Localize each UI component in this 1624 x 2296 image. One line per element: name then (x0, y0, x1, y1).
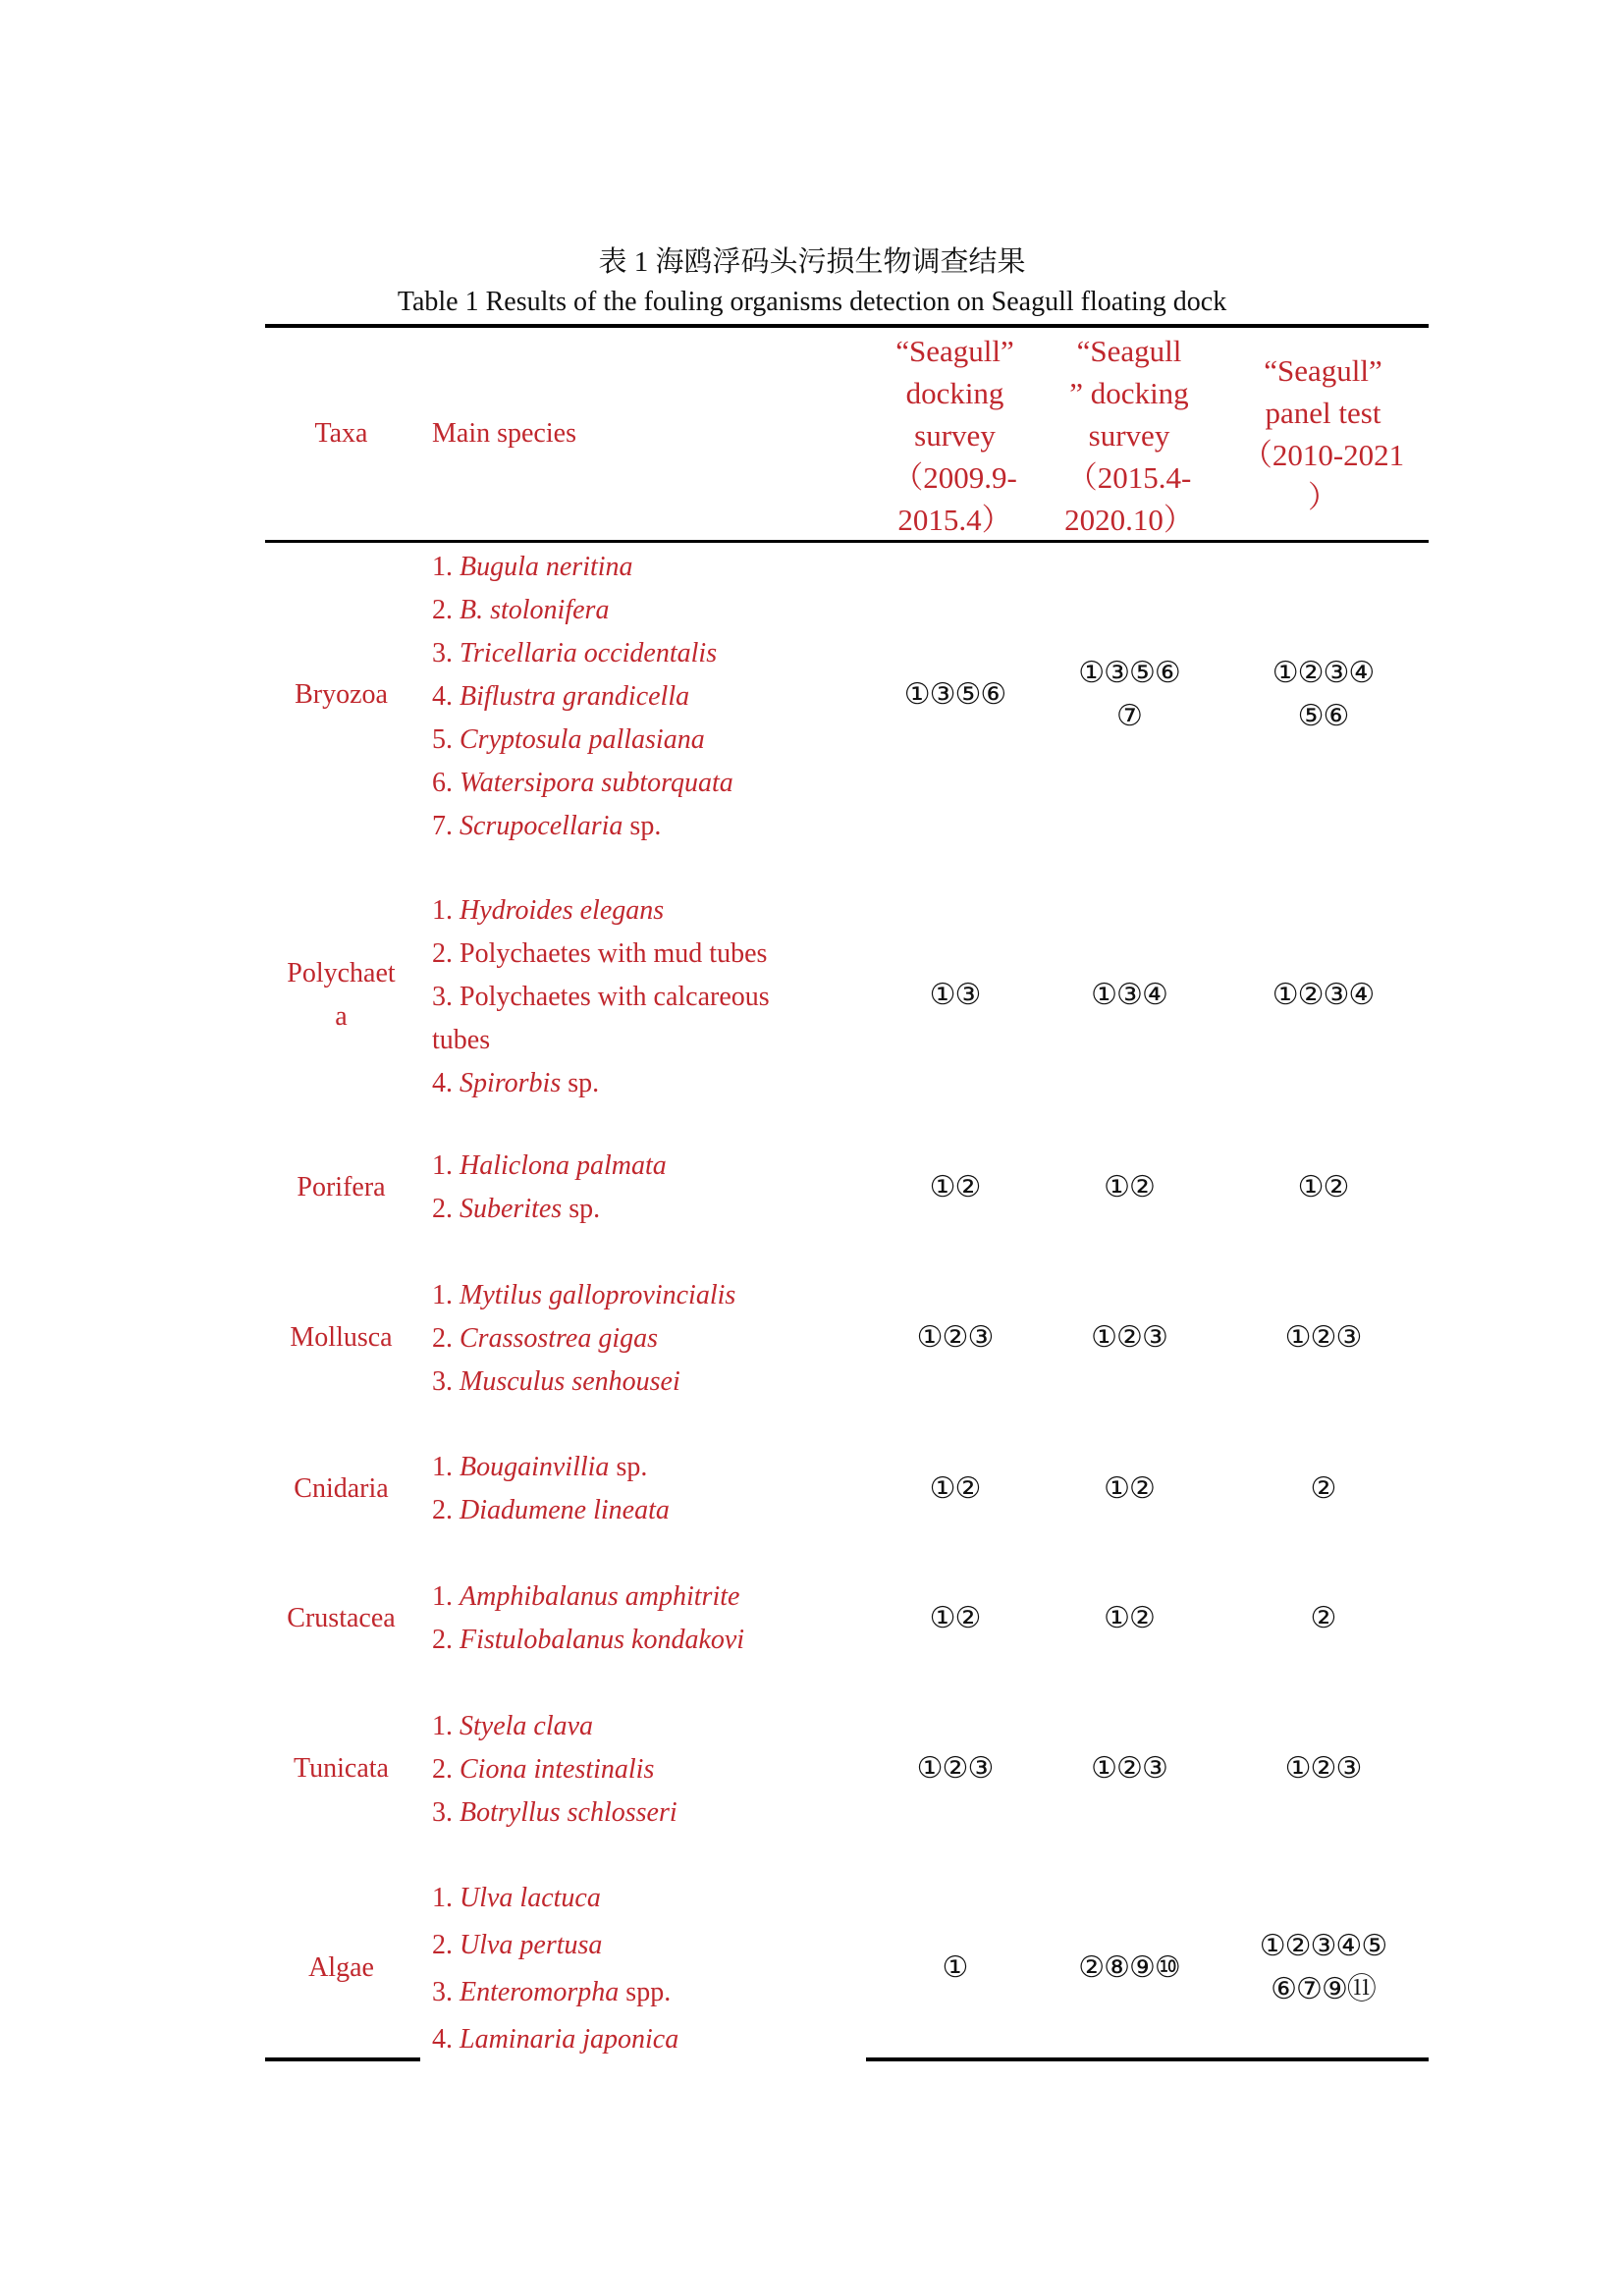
header-col1-line: survey (914, 418, 996, 453)
cell-mollusca-col2: ①②③ (1091, 1320, 1167, 1355)
cell-algae-col3: ①②③④⑤ ⑥⑦⑨⑪ (1259, 1929, 1387, 2006)
header-col3-line: “Seagull” (1264, 353, 1382, 388)
table-caption-cn: 表 1 海鸥浮码头污损生物调查结果 (598, 246, 1026, 278)
species-item: 3. Musculus senhousei (432, 1366, 680, 1397)
species-item: 3. Tricellaria occidentalis (432, 638, 718, 668)
header-rule (265, 540, 1429, 543)
species-item: 7. Scrupocellaria sp. (432, 811, 662, 841)
cell-polychaeta-col1: ①③ (929, 978, 981, 1012)
taxon-tunicata: Tunicata (294, 1753, 389, 1784)
cell-mollusca-col3: ①②③ (1284, 1320, 1362, 1355)
header-col3-line: ） (1308, 480, 1338, 514)
header-col2-line: ” docking (1069, 376, 1189, 410)
species-list-tunicata (432, 1705, 805, 1835)
header-col1-line: docking (905, 376, 1004, 410)
cell-cnidaria-col3: ② (1310, 1471, 1336, 1506)
species-list-polychaeta (432, 889, 805, 1105)
species-item: 6. Watersipora subtorquata (432, 768, 733, 798)
species-item: 3. Polychaetes with calcareous tubes (432, 982, 770, 1055)
header-col3-line: panel test (1265, 396, 1381, 430)
cell-porifera-col3: ①② (1297, 1170, 1349, 1204)
species-list-algae (432, 1877, 805, 2065)
cell-algae-col1: ① (942, 1950, 968, 1985)
species-item: 2. Crassostrea gigas (432, 1323, 659, 1354)
species-item: 4. Biflustra grandicella (432, 681, 690, 712)
cell-crustacea-col1: ①② (929, 1601, 981, 1635)
species-item: 1. Hydroides elegans (432, 895, 665, 926)
taxon-mollusca: Mollusca (290, 1322, 393, 1353)
species-item: 2. Fistulobalanus kondakovi (432, 1625, 745, 1655)
taxon-bryozoa: Bryozoa (295, 679, 388, 710)
cell-polychaeta-col3: ①②③④ (1272, 978, 1375, 1012)
header-col2-line: （2015.4- (1066, 460, 1192, 495)
cell-tunicata-col3: ①②③ (1284, 1751, 1362, 1786)
species-list-bryozoa (432, 546, 805, 848)
cell-porifera-col2: ①② (1104, 1170, 1155, 1204)
cell-porifera-col1: ①② (929, 1170, 981, 1204)
species-item: 1. Mytilus galloprovincialis (432, 1280, 736, 1310)
top-rule (265, 324, 1429, 328)
species-item: 3. Botryllus schlosseri (432, 1797, 677, 1828)
taxon-algae: Algae (308, 1952, 374, 1983)
species-item: 1. Haliclona palmata (432, 1150, 667, 1181)
cell-bryozoa-col3: ①②③④ ⑤⑥ (1272, 656, 1375, 733)
cell-algae-col2: ②⑧⑨⑩ (1078, 1950, 1180, 1985)
cell-cnidaria-col2: ①② (1104, 1471, 1155, 1506)
header-col2-line: survey (1088, 418, 1170, 453)
species-item: 1. Ulva lactuca (432, 1883, 601, 1913)
species-item: 1. Bugula neritina (432, 552, 633, 582)
species-item: 1. Bougainvillia sp. (432, 1452, 648, 1482)
species-item: 2. Diadumene lineata (432, 1495, 670, 1525)
taxon-polychaeta: Polychaet a (287, 958, 396, 1032)
header-col1-line: （2009.9- (893, 460, 1017, 495)
species-item: 2. Ulva pertusa (432, 1930, 603, 1960)
header-col3-line: （2010-2021 (1241, 438, 1405, 472)
species-list-crustacea (432, 1575, 805, 1662)
header-col2 (1046, 330, 1213, 541)
header-col2-line: “Seagull (1076, 334, 1182, 368)
cell-tunicata-col1: ①②③ (916, 1751, 994, 1786)
species-item: 4. Laminaria japonica (432, 2024, 679, 2055)
taxon-crustacea: Crustacea (287, 1603, 396, 1633)
cell-polychaeta-col2: ①③④ (1091, 978, 1167, 1012)
taxon-porifera: Porifera (297, 1172, 386, 1202)
species-item: 2. Suberites sp. (432, 1194, 601, 1224)
species-list-porifera (432, 1145, 805, 1231)
cell-bryozoa-col1: ①③⑤⑥ (903, 677, 1006, 712)
taxon-cnidaria: Cnidaria (294, 1473, 389, 1504)
cell-bryozoa-col2: ①③⑤⑥ ⑦ (1078, 656, 1180, 733)
species-item: 5. Cryptosula pallasiana (432, 724, 705, 755)
bottom-rule-left (265, 2057, 420, 2061)
species-item: 2. Ciona intestinalis (432, 1754, 655, 1785)
species-item: 1. Amphibalanus amphitrite (432, 1581, 740, 1612)
species-list-cnidaria (432, 1446, 805, 1532)
cell-tunicata-col2: ①②③ (1091, 1751, 1167, 1786)
header-col1-line: “Seagull” (895, 334, 1014, 368)
cell-mollusca-col1: ①②③ (916, 1320, 994, 1355)
species-list-mollusca (432, 1274, 805, 1404)
header-col1-line: 2015.4） (897, 503, 1012, 537)
species-item: 2. B. stolonifera (432, 595, 610, 625)
header-main-species: Main species (432, 418, 576, 449)
species-item: 4. Spirorbis sp. (432, 1068, 600, 1098)
bottom-rule-right (866, 2057, 1429, 2061)
header-col2-line: 2020.10） (1064, 503, 1194, 537)
header-col3 (1227, 349, 1419, 518)
table-caption-en: Table 1 Results of the fouling organisms detection on Seagull floating dock (397, 287, 1227, 317)
cell-crustacea-col2: ①② (1104, 1601, 1155, 1635)
cell-crustacea-col3: ② (1310, 1601, 1336, 1635)
species-item: 1. Styela clava (432, 1711, 594, 1741)
header-taxa: Taxa (314, 418, 368, 449)
header-col1 (864, 330, 1046, 541)
species-item: 2. Polychaetes with mud tubes (432, 938, 768, 969)
cell-cnidaria-col1: ①② (929, 1471, 981, 1506)
species-item: 3. Enteromorpha spp. (432, 1977, 672, 2007)
